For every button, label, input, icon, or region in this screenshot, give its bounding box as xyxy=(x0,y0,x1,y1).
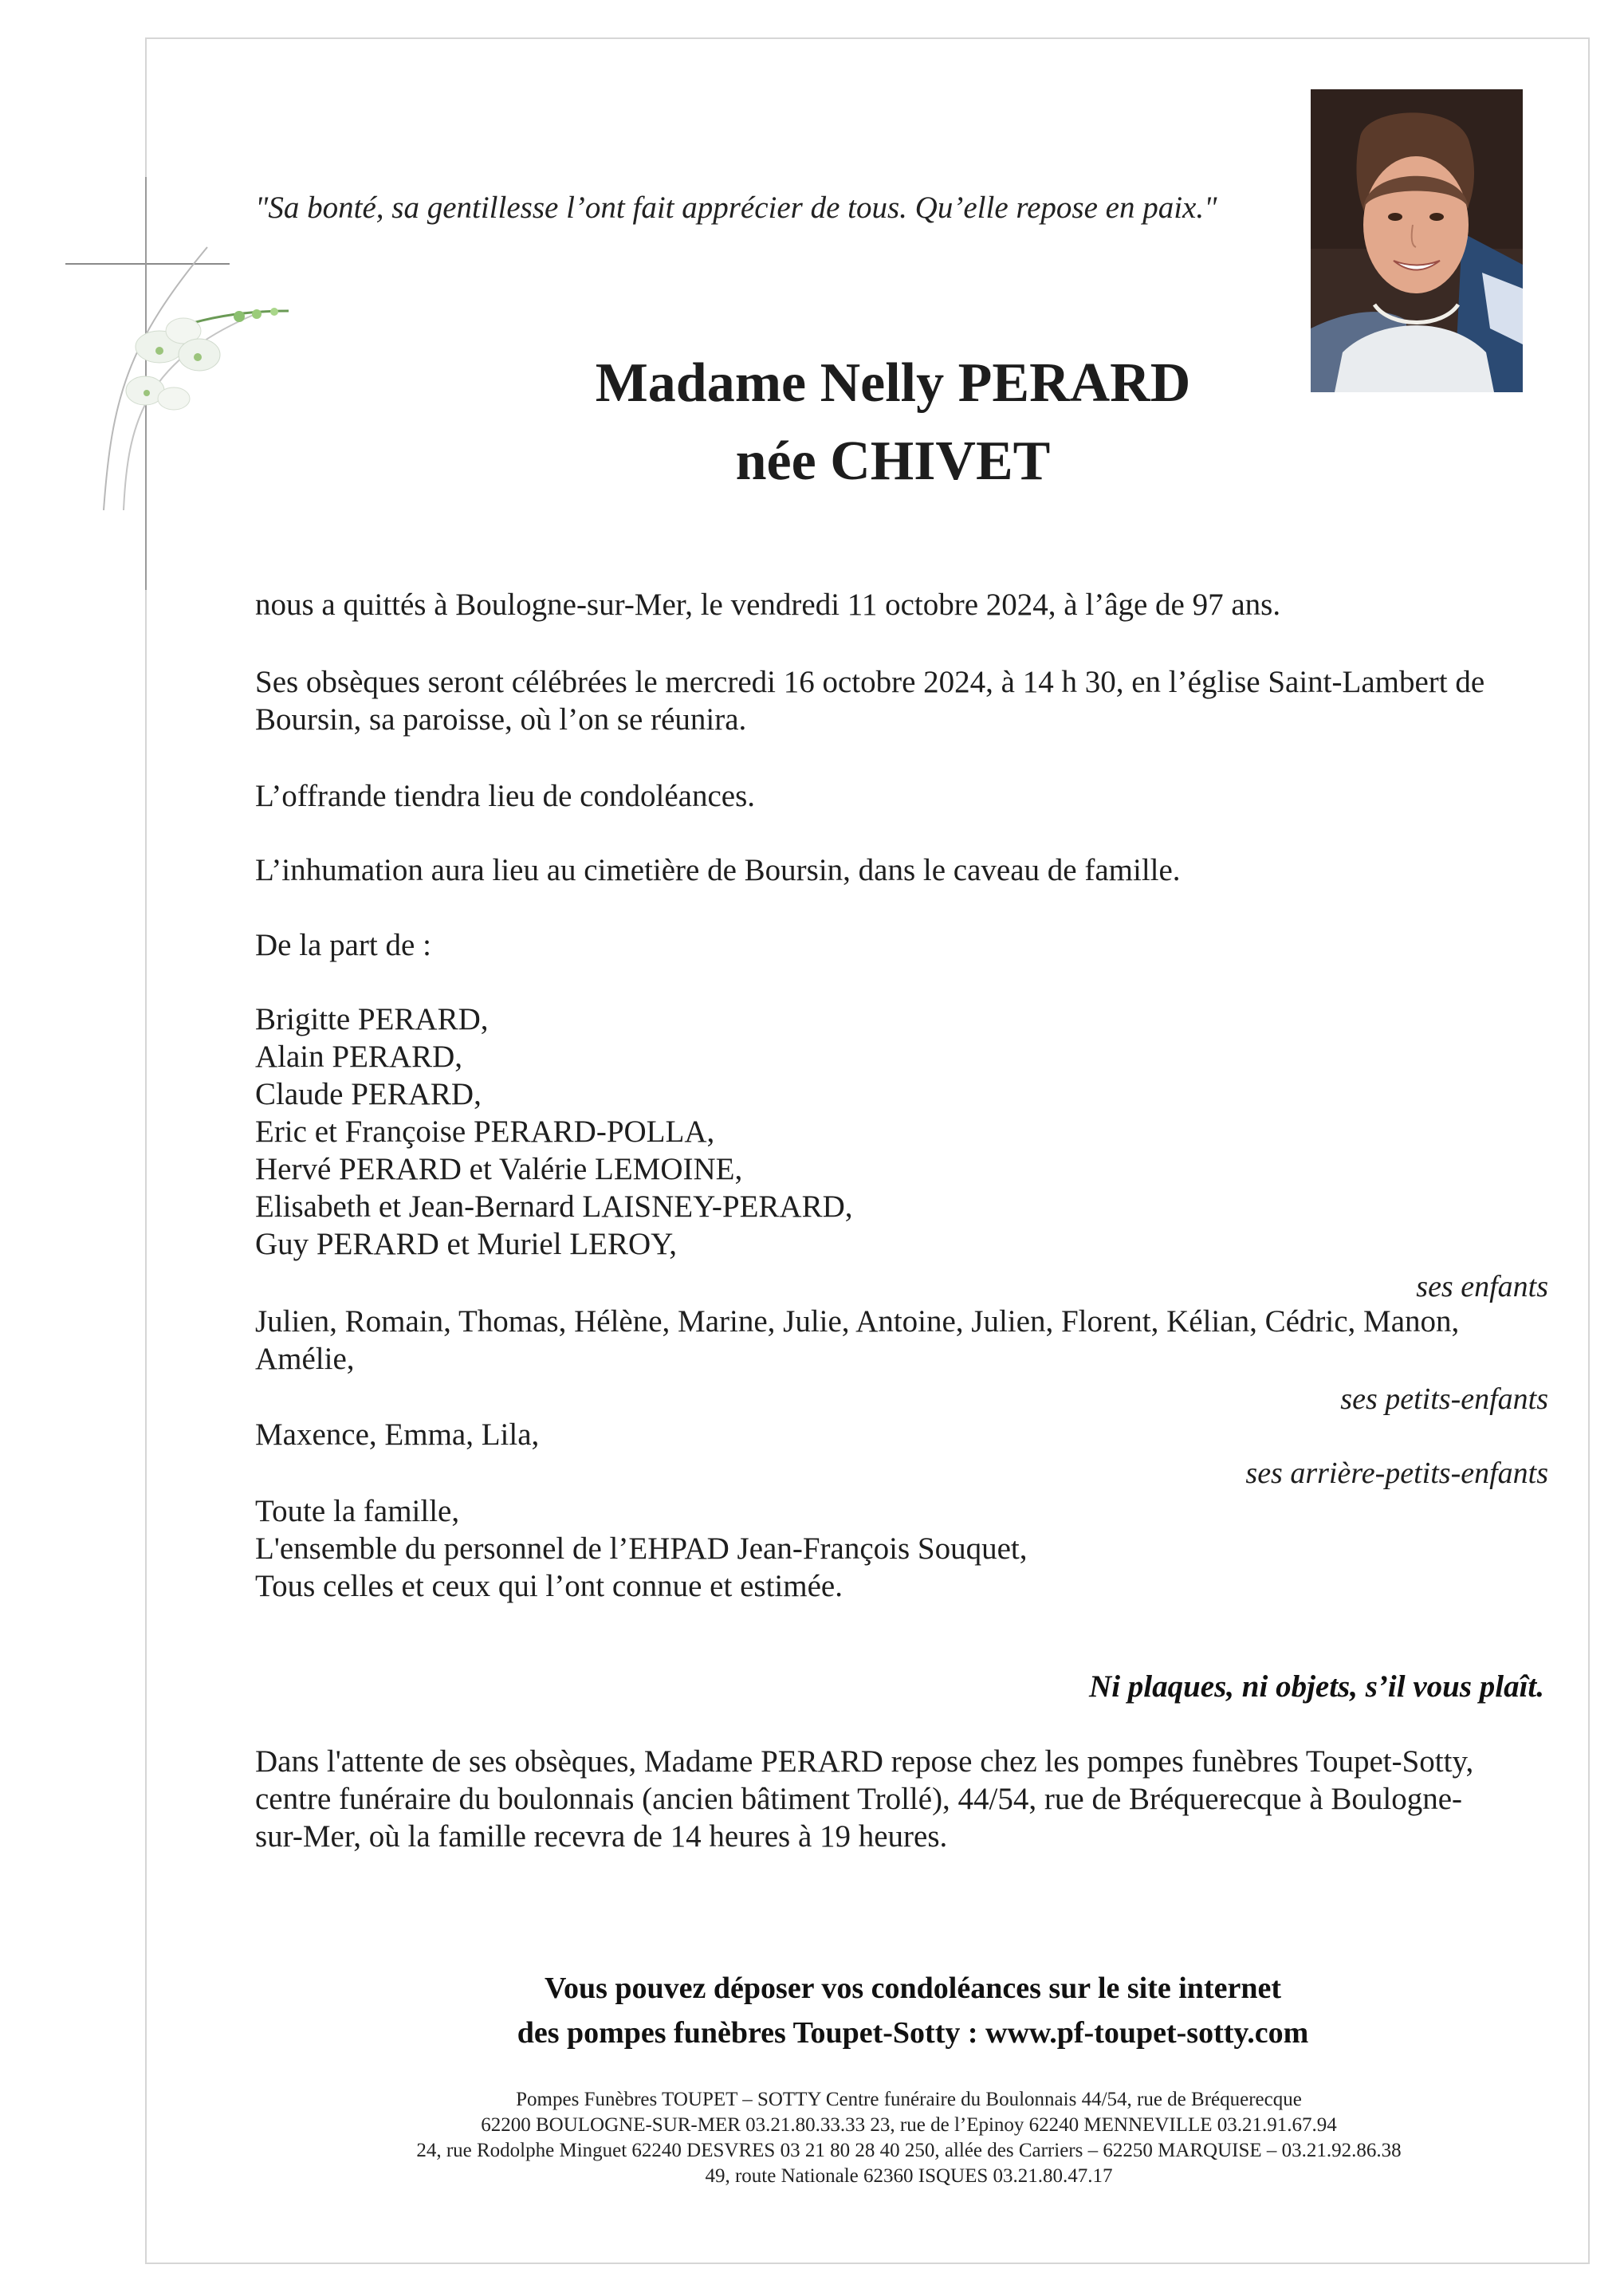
list-item: Tous celles et ceux qui l’ont connue et estimée. xyxy=(255,1569,843,1603)
grandchildren-label: ses petits-enfants xyxy=(1340,1382,1548,1416)
children-list xyxy=(255,1001,853,1263)
grandchildren-list xyxy=(255,1303,1459,1378)
deceased-name-line: Madame Nelly PERARD xyxy=(595,352,1191,414)
list-item: L'ensemble du personnel de l’EHPAD Jean-François Souquet, xyxy=(255,1531,1028,1566)
from-label: De la part de : xyxy=(255,928,431,962)
list-item: Brigitte PERARD, xyxy=(255,1002,489,1036)
death-announcement: nous a quittés à Boulogne-sur-Mer, le vendredi 11 octobre 2024, à l’âge de 97 ans. xyxy=(255,588,1281,622)
great-grandchildren-list: Maxence, Emma, Lila, xyxy=(255,1417,540,1452)
list-item: Elisabeth et Jean-Bernard LAISNEY-PERARD, xyxy=(255,1189,853,1224)
list-item: Eric et Françoise PERARD-POLLA, xyxy=(255,1115,715,1149)
footer-line: 49, route Nationale 62360 ISQUES 03.21.80.47.17 xyxy=(705,2165,1113,2187)
list-item: Claude PERARD, xyxy=(255,1077,482,1111)
list-item: Toute la famille, xyxy=(255,1494,460,1528)
condolences-line: des pompes funèbres Toupet-Sotty : www.pf-toupet-sotty.com xyxy=(517,2016,1309,2050)
deceased-name xyxy=(415,344,1371,501)
list-item: Alain PERARD, xyxy=(255,1040,463,1074)
offering-note: L’offrande tiendra lieu de condoléances. xyxy=(255,779,755,813)
great-grandchildren-label: ses arrière-petits-enfants xyxy=(1245,1457,1548,1490)
others-list xyxy=(255,1492,1028,1605)
visitation-line: Dans l'attente de ses obsèques, Madame PERARD repose chez les pompes funèbres Toupet-Sotty, xyxy=(255,1744,1474,1779)
visitation-line: sur-Mer, où la famille recevra de 14 heures à 19 heures. xyxy=(255,1819,948,1854)
funeral-home-footer xyxy=(303,2087,1515,2189)
visitation-details xyxy=(255,1743,1473,1855)
children-label: ses enfants xyxy=(1416,1270,1548,1303)
footer-line: 24, rue Rodolphe Minguet 62240 DESVRES 03 21 80 28 40 250, allée des Carriers – 62250 MARQUISE – 03.21.92.86.38 xyxy=(416,2140,1402,2161)
maiden-name-line: née CHIVET xyxy=(735,431,1051,492)
funeral-line: Boursin, sa paroisse, où l’on se réunira. xyxy=(255,702,747,737)
footer-line: 62200 BOULOGNE-SUR-MER 03.21.80.33.33 23, rue de l’Epinoy 62240 MENNEVILLE 03.21.91.67.94 xyxy=(481,2114,1337,2136)
funeral-line: Ses obsèques seront célébrées le mercredi 16 octobre 2024, à 14 h 30, en l’église Saint-Lambert de xyxy=(255,665,1485,699)
list-item: Julien, Romain, Thomas, Hélène, Marine, Julie, Antoine, Julien, Florent, Kélian, Cédric, Manon, xyxy=(255,1304,1460,1339)
visitation-line: centre funéraire du boulonnais (ancien bâtiment Trollé), 44/54, rue de Bréquerecque à Boulogne- xyxy=(255,1782,1462,1816)
burial-note: L’inhumation aura lieu au cimetière de Boursin, dans le caveau de famille. xyxy=(255,853,1181,887)
footer-line: Pompes Funèbres TOUPET – SOTTY Centre funéraire du Boulonnais 44/54, rue de Bréquerecque xyxy=(516,2089,1302,2110)
condolences-line: Vous pouvez déposer vos condoléances sur le site internet xyxy=(545,1972,1281,2005)
funeral-details xyxy=(255,663,1484,738)
list-item: Hervé PERARD et Valérie LEMOINE, xyxy=(255,1152,743,1186)
online-condolences-notice xyxy=(319,1966,1507,2055)
list-item: Amélie, xyxy=(255,1342,355,1376)
orchid-icon xyxy=(80,199,303,518)
no-plaques-note: Ni plaques, ni objets, s’il vous plaît. xyxy=(1089,1669,1544,1704)
list-item: Guy PERARD et Muriel LEROY, xyxy=(255,1227,678,1261)
epitaph-quote: "Sa bonté, sa gentillesse l’ont fait apprécier de tous. Qu’elle repose en paix." xyxy=(255,191,1217,225)
